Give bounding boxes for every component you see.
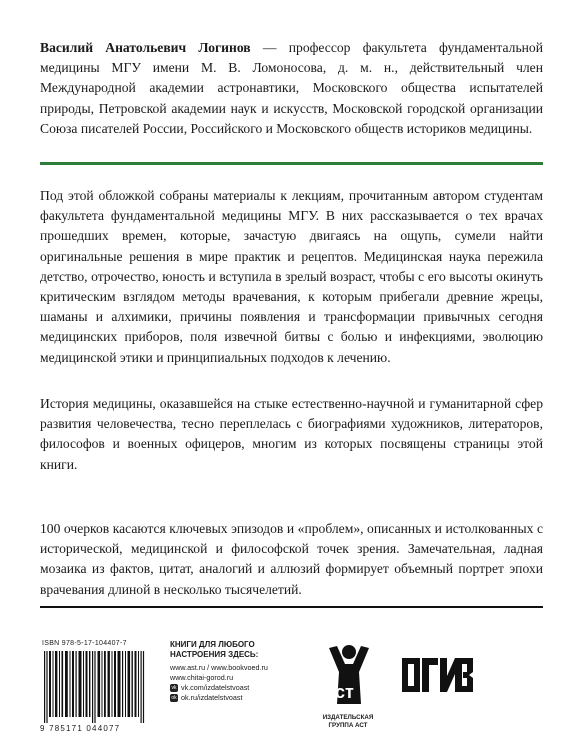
vk-icon: vk — [171, 685, 177, 691]
author-name: Василий Анатольевич Логинов — [40, 40, 251, 55]
isbn-text: ISBN 978-5-17-104407-7 — [42, 640, 127, 647]
shop-title: КНИГИ ДЛЯ ЛЮБОГО НАСТРОЕНИЯ ЗДЕСЬ: — [170, 640, 259, 659]
author-bio — [40, 38, 543, 139]
shop-link[interactable]: www.chitai-gorod.ru — [170, 673, 234, 682]
barcode-block — [40, 640, 152, 735]
paragraph-2: История медицины, оказавшейся на стыке естественно-научной и гуманитарной сфер развития человечества, тесно переплелась с биографиями художников, литераторов, философов и военных офицеров, многим из которых посвящены страницы этой книги. — [40, 396, 543, 472]
paragraph-1: Под этой обложкой собраны материалы к лекциям, прочитанным автором студентам факультета фундаментальной медицины МГУ. В них рассказывается о тех врачах прошедших времен, которые, зачастую двигаясь на ощупь, сумели найти оригинальные решения в мире практик и рецептов. Медицинская наука пережила детство, отрочество, юность и вступила в зрелый возраст, чтобы с его высоты окинуть критическим взглядом методы врачевания, к которым прибегали древние жрецы, шаманы и алхимики, причины появления и трансформации привычных сегодня медицинских приборов, поля извечной битвы с болью и инфекциями, эволюцию медицинской этики и принципиальных подходов к лечению. — [40, 188, 543, 365]
green-divider — [40, 162, 543, 165]
ok-icon: ok — [171, 695, 177, 701]
svg-text:аст: аст — [325, 682, 354, 702]
shop-link[interactable]: ok ok.ru/izdatelstvoast — [171, 693, 243, 702]
shop-link[interactable]: vk vk.com/izdatelstvoast — [171, 683, 250, 692]
shop-block — [170, 640, 300, 703]
publisher-caption: ИЗДАТЕЛЬСКАЯ ГРУППА АСТ — [322, 714, 374, 729]
black-divider — [40, 606, 543, 608]
barcode-digits: 9 785171 044077 — [40, 724, 121, 733]
barcode-icon — [40, 651, 152, 723]
shop-link[interactable]: www.ast.ru / www.bookvoed.ru — [170, 663, 268, 672]
ogiz-logo — [400, 650, 475, 700]
paragraph-3: 100 очерков касаются ключевых эпизодов и «проблем», описанных и истолкованных с исторической, медицинской и философской точек зрения. Замечательная, ладная мозаика из фактов, цитат, аналогий и аллюзий формирует объемный портрет эпохи врачевания длиной в несколько тысячелетий. — [40, 521, 543, 597]
author-description: — профессор факультета фундаментальной медицины МГУ имени М. В. Ломоносова, д. м. н., действительный член Международной академии астронавтики, Московского общества испытателей природы, Петровской академии наук и искусств, Московской городской организации Союза писателей России, Российского и Московского обществ историков медицины. — [40, 40, 543, 136]
